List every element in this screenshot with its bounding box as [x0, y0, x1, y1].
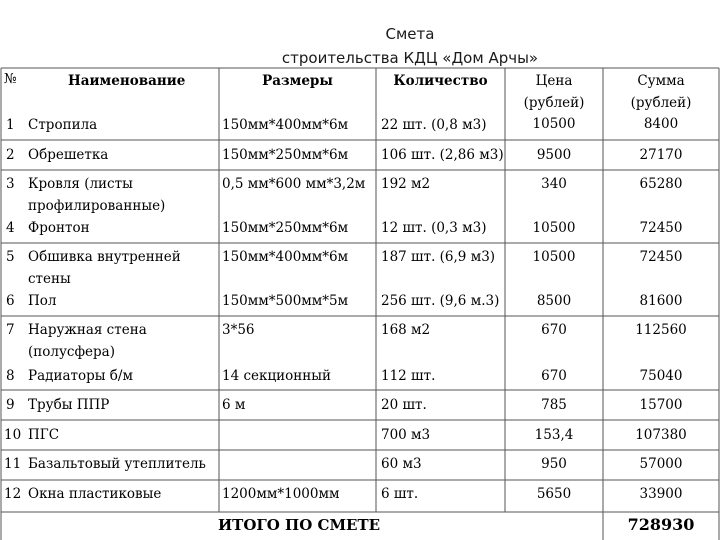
header-price-line2: (рублей) — [523, 95, 585, 111]
row-9-sum: 15700 — [639, 397, 683, 413]
header-sum-line2: (рублей) — [630, 95, 692, 111]
header-sum-line1: Сумма — [637, 73, 685, 89]
row-6-size: 150мм*500мм*5м — [222, 293, 349, 309]
row-7-name-line2: (полусфера) — [28, 344, 115, 360]
row-5-sum: 72450 — [639, 249, 683, 265]
row-11-sum: 57000 — [639, 456, 683, 472]
row-1-price: 10500 — [532, 116, 576, 132]
row-10-num: 10 — [4, 427, 22, 443]
row-1-num: 1 — [6, 117, 15, 133]
row-9-name: Трубы ППР — [28, 397, 110, 413]
row-12-sum: 33900 — [639, 486, 683, 502]
row-5-name-line2: стены — [28, 271, 71, 287]
row-8-size: 14 секционный — [222, 368, 332, 384]
header-price — [505, 70, 603, 114]
row-3-size: 0,5 мм*600 мм*3,2м — [222, 176, 366, 192]
row-2-price: 9500 — [536, 147, 572, 163]
row-4-name: Фронтон — [28, 220, 90, 236]
row-5-name-line1: Обшивка внутренней — [28, 249, 181, 265]
row-9-num: 9 — [6, 397, 15, 413]
row-2-size: 150мм*250мм*6м — [222, 147, 349, 163]
row-11-price: 950 — [541, 456, 567, 472]
row-6-num: 6 — [6, 293, 15, 309]
row-3-price: 340 — [541, 176, 567, 192]
row-7-sum: 112560 — [635, 322, 687, 338]
row-4-size: 150мм*250мм*6м — [222, 220, 349, 236]
row-1-sum: 8400 — [643, 116, 679, 132]
row-8-name: Радиаторы б/м — [28, 368, 133, 384]
total-value: 728930 — [627, 515, 695, 534]
row-8-sum: 75040 — [639, 368, 683, 384]
header-num: № — [4, 71, 17, 87]
row-9-size: 6 м — [222, 397, 246, 413]
row-7-price: 670 — [541, 322, 567, 338]
row-3-num: 3 — [6, 176, 15, 192]
header-name: Наименование — [68, 73, 186, 89]
row-12-price: 5650 — [536, 486, 572, 502]
row-3-name-line2: профилированные) — [28, 198, 166, 214]
row-3-name — [28, 173, 165, 217]
row-2-qty: 106 шт. (2,86 м3) — [381, 147, 504, 163]
row-8-qty: 112 шт. — [381, 368, 436, 384]
row-6-name: Пол — [28, 293, 57, 309]
row-3-name-line1: Кровля (листы — [28, 176, 133, 192]
row-4-sum: 72450 — [639, 220, 683, 236]
title-line-2: строительства КДЦ «Дом Арчы» — [281, 49, 539, 67]
row-12-num: 12 — [4, 486, 22, 502]
row-2-num: 2 — [6, 147, 15, 163]
row-2-sum: 27170 — [639, 147, 683, 163]
row-6-sum: 81600 — [639, 293, 683, 309]
row-5-name — [28, 246, 181, 290]
header-size: Размеры — [262, 73, 333, 89]
row-9-qty: 20 шт. — [381, 397, 427, 413]
row-2-name: Обрешетка — [28, 147, 109, 163]
row-5-qty: 187 шт. (6,9 м3) — [381, 249, 496, 265]
row-1-name: Стропила — [28, 117, 98, 133]
row-6-qty: 256 шт. (9,6 м.3) — [381, 293, 500, 309]
row-5-size: 150мм*400мм*6м — [222, 249, 349, 265]
row-4-num: 4 — [6, 220, 15, 236]
row-8-num: 8 — [6, 368, 15, 384]
row-4-qty: 12 шт. (0,3 м3) — [381, 220, 487, 236]
row-10-qty: 700 м3 — [381, 427, 431, 443]
row-3-qty: 192 м2 — [381, 176, 431, 192]
row-7-qty: 168 м2 — [381, 322, 431, 338]
row-7-name-line1: Наружная стена — [28, 322, 147, 338]
document-title — [240, 22, 580, 70]
row-11-qty: 60 м3 — [381, 456, 422, 472]
row-7-num: 7 — [6, 322, 15, 338]
row-10-price: 153,4 — [534, 427, 574, 443]
row-1-qty: 22 шт. (0,8 м3) — [381, 117, 487, 133]
row-12-qty: 6 шт. — [381, 486, 419, 502]
row-11-num: 11 — [4, 456, 22, 472]
row-1-size: 150мм*400мм*6м — [222, 117, 349, 133]
row-6-price: 8500 — [536, 293, 572, 309]
row-12-name: Окна пластиковые — [28, 486, 162, 502]
row-4-price: 10500 — [532, 220, 576, 236]
row-7-name — [28, 319, 147, 363]
row-12-size: 1200мм*1000мм — [222, 486, 340, 502]
row-3-sum: 65280 — [639, 176, 683, 192]
header-sum — [603, 70, 719, 114]
header-price-line1: Цена — [535, 73, 573, 89]
row-10-name: ПГС — [28, 427, 60, 443]
row-7-size: 3*56 — [222, 322, 255, 338]
title-line-1: Смета — [385, 25, 435, 43]
total-label: ИТОГО ПО СМЕТЕ — [218, 516, 381, 534]
row-11-name: Базальтовый утеплитель — [28, 456, 206, 472]
header-qty: Количество — [393, 73, 488, 89]
row-5-num: 5 — [6, 249, 15, 265]
row-10-sum: 107380 — [635, 427, 687, 443]
row-8-price: 670 — [541, 368, 567, 384]
row-9-price: 785 — [541, 397, 567, 413]
row-5-price: 10500 — [532, 249, 576, 265]
